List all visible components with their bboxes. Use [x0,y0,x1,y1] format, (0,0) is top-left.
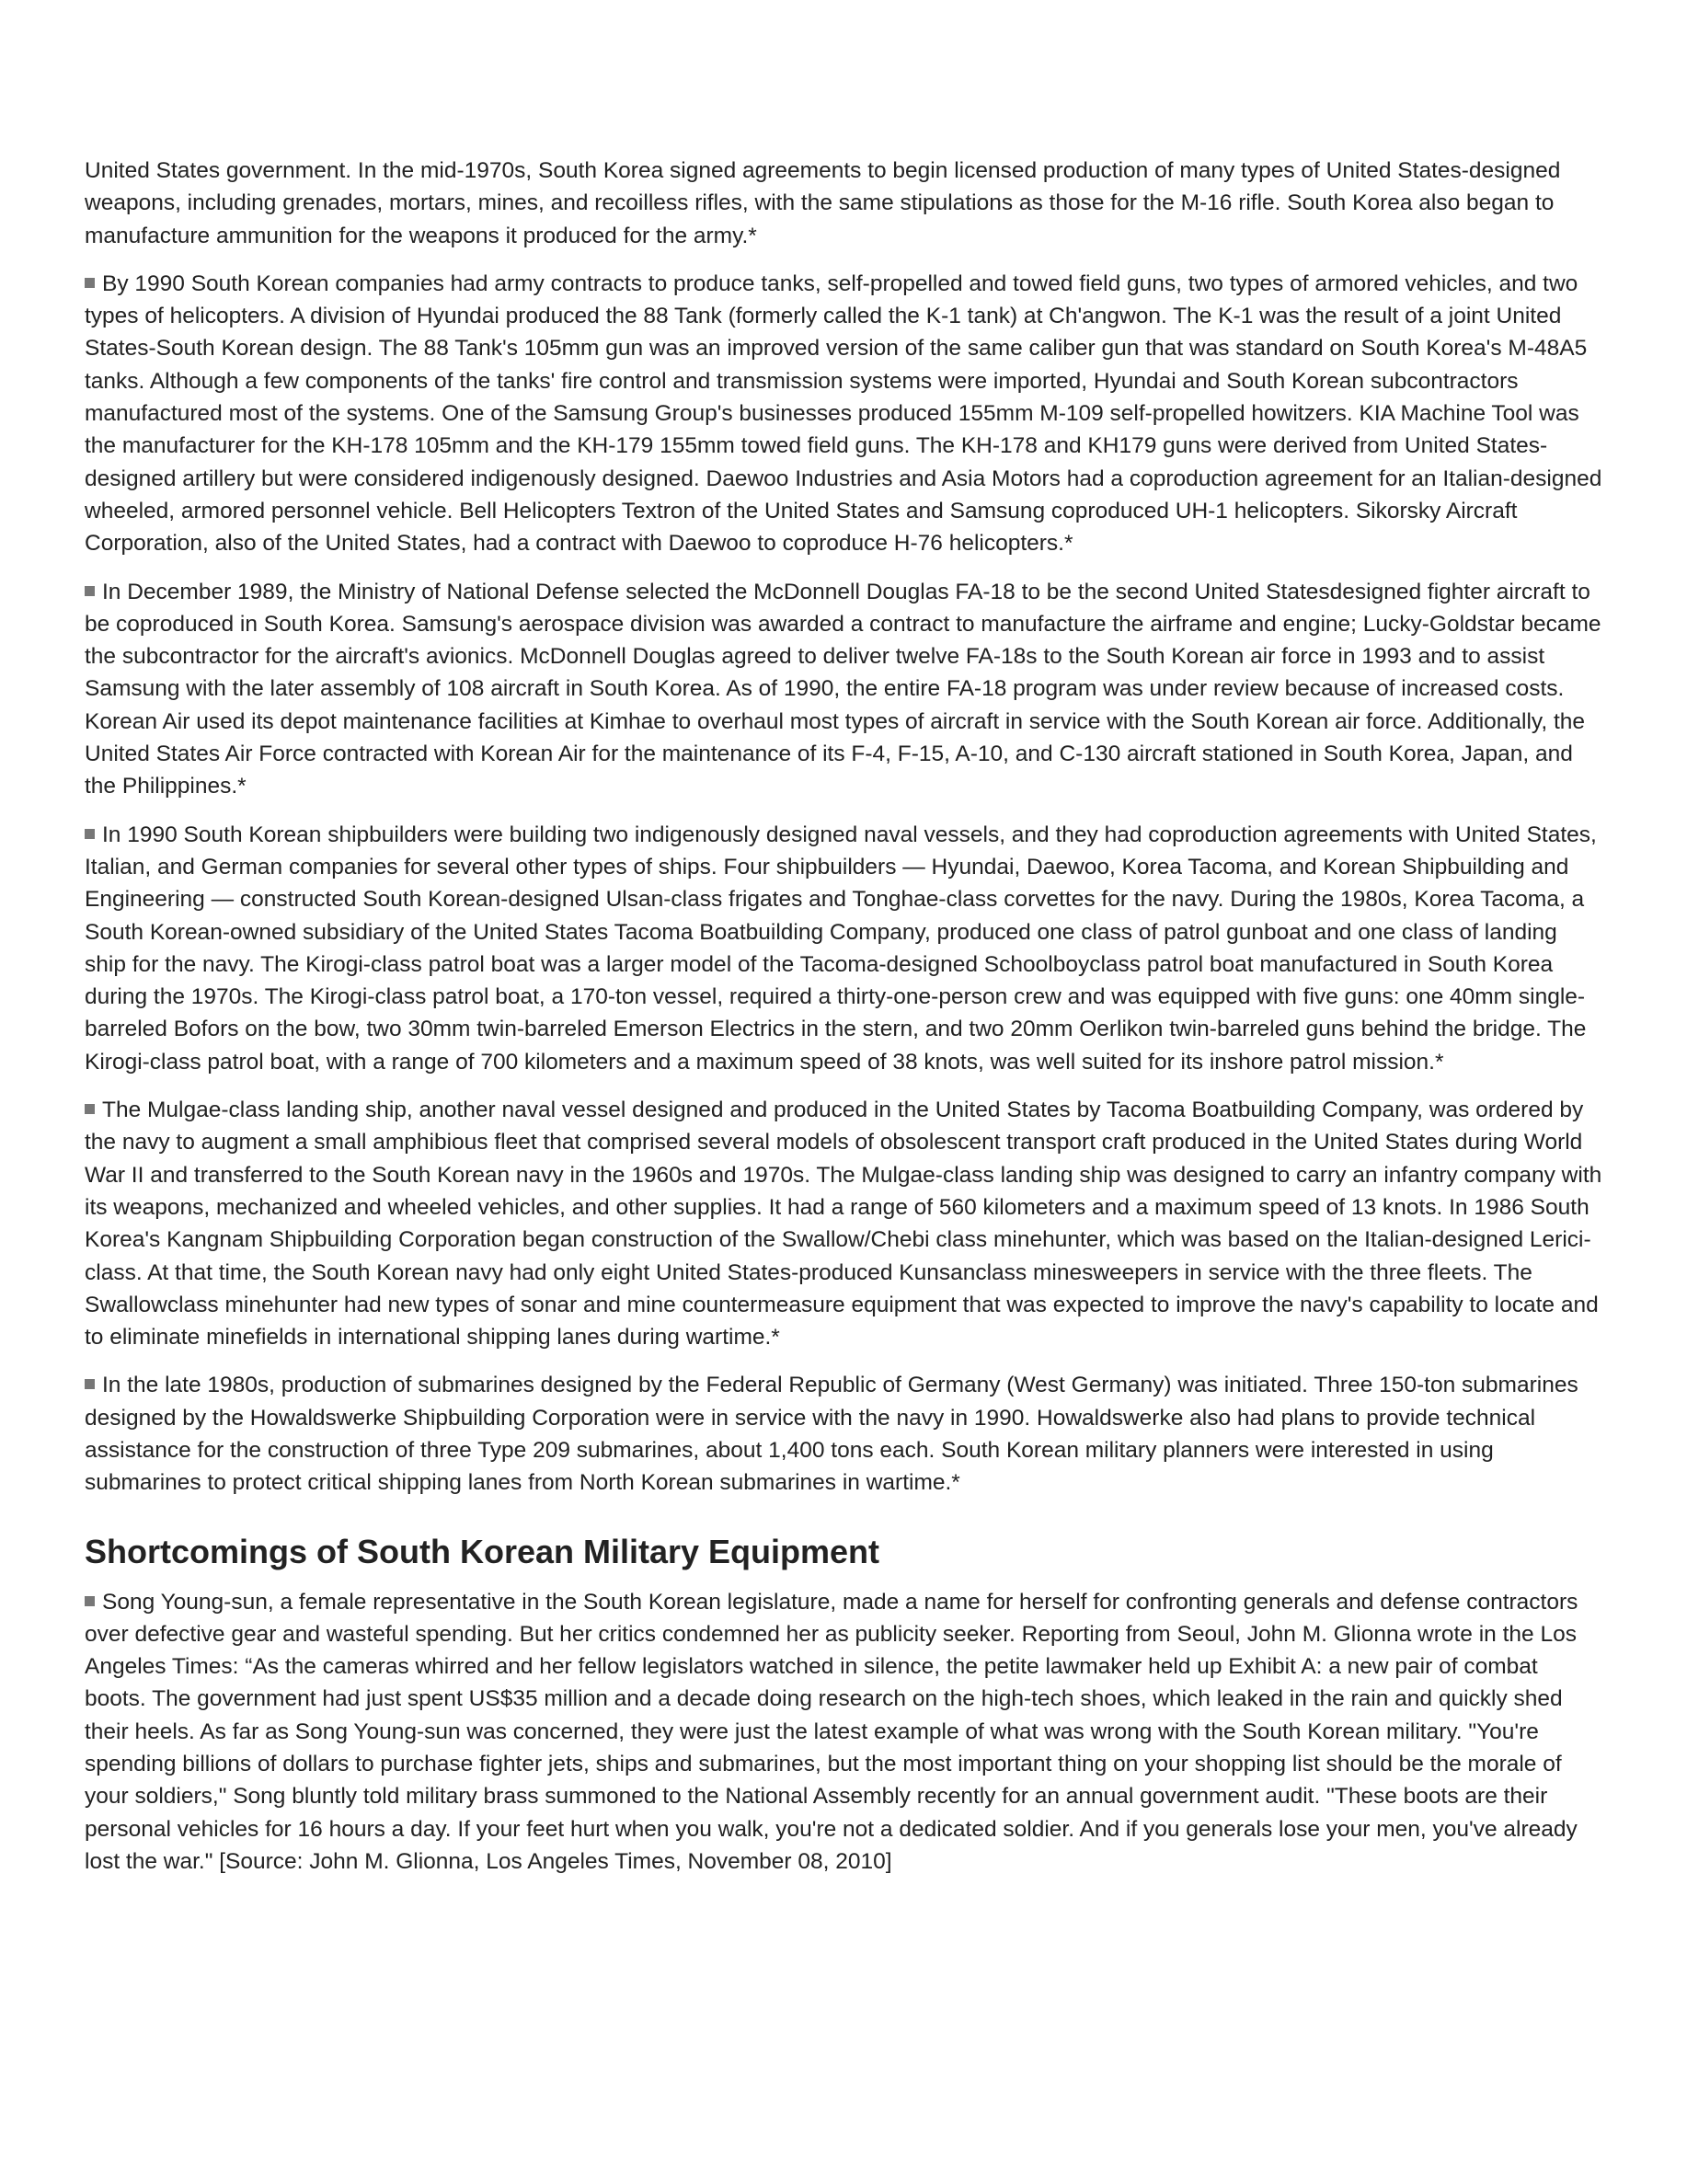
section-paragraph [85,1586,1602,1879]
square-bullet-icon [85,586,95,596]
paragraph-text: In the late 1980s, production of submarines designed by the Federal Republic of Germany (West Germany) was initiated. Three 150-ton submarines designed by the Howaldswerke Shipbuilding Corporation were in service with the navy in 1990. Howaldswerke also had plans to provide technical assistance for the construction of three Type 209 submarines, about 1,400 tons each. South Korean military planners were interested in using submarines to protect critical shipping lanes from North Korean submarines in wartime.* [85,1373,1578,1496]
paragraph-text: The Mulgae-class landing ship, another naval vessel designed and produced in the United States by Tacoma Boatbuilding Company, was ordered by the navy to augment a small amphibious fleet that comprised several models of obsolescent transport craft produced in the United States during World War II and transferred to the South Korean navy in the 1960s and 1970s. The Mulgae-class landing ship was designed to carry an infantry company with its weapons, mechanized and wheeled vehicles, and other supplies. It had a range of 560 kilometers and a maximum speed of 13 knots. In 1986 South Korea's Kangnam Shipbuilding Corporation began construction of the Swallow/Chebi class minehunter, which was based on the Italian-designed Lerici-class. At that time, the South Korean navy had only eight United States-produced Kunsanclass minesweepers in service with the three fleets. The Swallowclass minehunter had new types of sonar and mine countermeasure equipment that was expected to improve the navy's capability to locate and to eliminate minefields in international shipping lanes during wartime.* [85,1098,1602,1351]
article-paragraph-2 [85,268,1602,560]
article-content [85,155,1602,1893]
paragraph-text: By 1990 South Korean companies had army contracts to produce tanks, self-propelled and towed field guns, two types of armored vehicles, and two types of helicopters. A division of Hyundai produced the 88 Tank (formerly called the K-1 tank) at Ch'angwon. The K-1 was the result of a joint United States-South Korean design. The 88 Tank's 105mm gun was an improved version of the same caliber gun that was standard on South Korea's M-48A5 tanks. Although a few components of the tanks' fire control and transmission systems were imported, Hyundai and South Korean subcontractors manufactured most of the systems. One of the Samsung Group's businesses produced 155mm M-109 self-propelled howitzers. KIA Machine Tool was the manufacturer for the KH-178 105mm and the KH-179 155mm towed field guns. The KH-178 and KH179 guns were derived from United States-designed artillery but were considered indigenously designed. Daewoo Industries and Asia Motors had a coproduction agreement for an Italian-designed wheeled, armored personnel vehicle. Bell Helicopters Textron of the United States and Samsung coproduced UH-1 helicopters. Sikorsky Aircraft Corporation, also of the United States, had a contract with Daewoo to coproduce H-76 helicopters.* [85,270,1602,557]
square-bullet-icon [85,829,95,839]
paragraph-text: In December 1989, the Ministry of National Defense selected the McDonnell Douglas FA-18 to be the second United Statesdesigned fighter aircraft to be coproduced in South Korea. Samsung's aerospace division was awarded a contract to manufacture the airframe and engine; Lucky-Goldstar became the subcontractor for the aircraft's avionics. McDonnell Douglas agreed to deliver twelve FA-18s to the South Korean air force in 1993 and to assist Samsung with the later assembly of 108 aircraft in South Korea. As of 1990, the entire FA-18 program was under review because of increased costs. Korean Air used its depot maintenance facilities at Kimhae to overhaul most types of aircraft in service with the South Korean air force. Additionally, the United States Air Force contracted with Korean Air for the maintenance of its F-4, F-15, A-10, and C-130 aircraft stationed in South Korea, Japan, and the Philippines.* [85,579,1601,799]
square-bullet-icon [85,1104,95,1114]
square-bullet-icon [85,1596,95,1606]
article-paragraph-5 [85,1094,1602,1353]
paragraph-text: United States government. In the mid-1970s, South Korea signed agreements to begin licensed production of many types of United States-designed weapons, including grenades, mortars, mines, and recoilless rifles, with the same stipulations as those for the M-16 rifle. South Korea also began to manufacture ammunition for the weapons it produced for the army.* [85,158,1561,248]
article-paragraph-6 [85,1369,1602,1499]
paragraph-text: In 1990 South Korean shipbuilders were building two indigenously designed naval vessels, and they had coproduction agreements with United States, Italian, and German companies for several other types of ships. Four shipbuilders — Hyundai, Daewoo, Korea Tacoma, and Korean Shipbuilding and Engineering — constructed South Korean-designed Ulsan-class frigates and Tonghae-class corvettes for the navy. During the 1980s, Korea Tacoma, a South Korean-owned subsidiary of the United States Tacoma Boatbuilding Company, produced one class of patrol gunboat and one class of landing ship for the navy. The Kirogi-class patrol boat was a larger model of the Tacoma-designed Schoolboyclass patrol boat manufactured in South Korea during the 1970s. The Kirogi-class patrol boat, a 170-ton vessel, required a thirty-one-person crew and was equipped with five guns: one 40mm single-barreled Bofors on the bow, two 30mm twin-barreled Emerson Electrics in the stern, and two 20mm Oerlikon twin-barreled guns behind the bridge. The Kirogi-class patrol boat, with a range of 700 kilometers and a maximum speed of 38 knots, was well suited for its inshore patrol mission.* [85,822,1597,1075]
square-bullet-icon [85,278,95,288]
square-bullet-icon [85,1379,95,1389]
article-paragraph-1 [85,155,1602,252]
paragraph-text: Song Young-sun, a female representative in the South Korean legislature, made a name for herself for confronting generals and defense contractors over defective gear and wasteful spending. But her critics condemned her as publicity seeker. Reporting from Seoul, John M. Glionna wrote in the Los Angeles Times: “As the cameras whirred and her fellow legislators watched in silence, the petite lawmaker held up Exhibit A: a new pair of combat boots. The government had just spent US$35 million and a decade doing research on the high-tech shoes, which leaked in the rain and quickly shed their heels. As far as Song Young-sun was concerned, they were just the latest example of what was wrong with the South Korean military. "You're spending billions of dollars to purchase fighter jets, ships and submarines, but the most important thing on your shopping list should be the morale of your soldiers," Song bluntly told military brass summoned to the National Assembly recently for an annual government audit. "These boots are their personal vehicles for 16 hours a day. If your feet hurt when you walk, you're not a dedicated soldier. And if you generals lose your men, you've already lost the war." [Source: John M. Glionna, Los Angeles Times, November 08, 2010] [85,1589,1578,1874]
article-paragraph-3 [85,576,1602,803]
section-heading: Shortcomings of South Korean Military Equipment [85,1532,880,1570]
article-paragraph-4 [85,819,1602,1078]
